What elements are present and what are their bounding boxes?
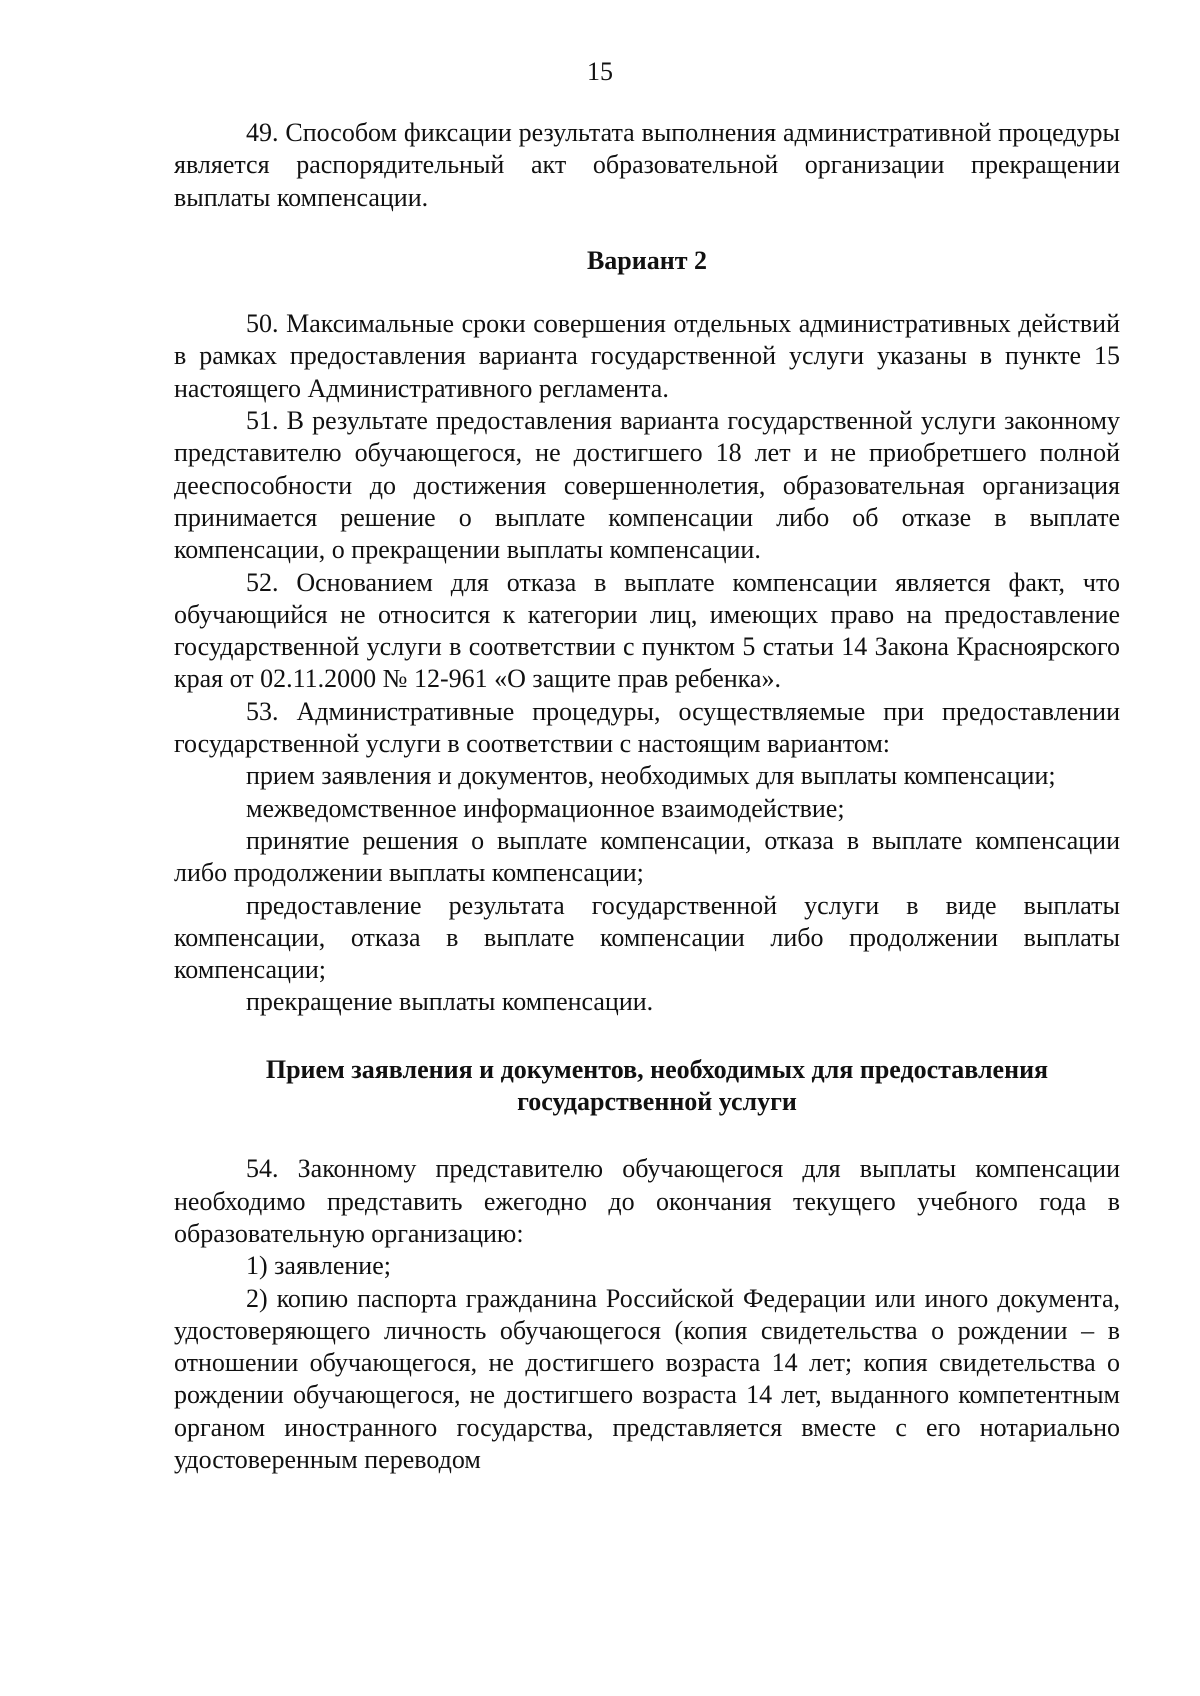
paragraph: прием заявления и документов, необходимых для выплаты компенсации; bbox=[246, 761, 1056, 791]
paragraph: прекращение выплаты компенсации. bbox=[246, 987, 654, 1017]
paragraph: 50. Максимальные сроки совершения отдельных административных действий в рамках предоставления варианта государственной услуги указаны в пункте 15 настоящего Административного регламента. bbox=[174, 309, 1120, 403]
paragraph: предоставление результата государственной услуги в виде выплаты компенсации, отказа в выплате компенсации либо продолжении выплаты компенсации; bbox=[174, 890, 1120, 985]
paragraph: 2) копию паспорта гражданина Российской Федерации или иного документа, удостоверяющего личность обучающегося (копия свидетельства о рождении – в отношении обучающегося, не достигшего возраста 14 лет; копия свидетельства о рождении обучающегося, не достигшего возраста 14 лет, выданного компетентным органом иностранного государства, представляется вместе с его нотариально удостоверенным переводом bbox=[174, 1283, 1120, 1474]
document-body bbox=[174, 117, 1120, 1476]
page-number: 15 bbox=[587, 57, 613, 86]
section-heading: Прием заявления и документов, необходимых для предоставления государственной услуги bbox=[265, 1054, 1049, 1117]
paragraph: 54. Законному представителю обучающегося для выплаты компенсации необходимо представить ежегодно до окончания текущего учебного года в образовательную организацию: bbox=[174, 1154, 1120, 1248]
paragraph: 53. Административные процедуры, осуществляемые при предоставлении государственной услуги в соответствии с настоящим вариантом: bbox=[174, 696, 1120, 759]
paragraph: 1) заявление; bbox=[246, 1251, 391, 1281]
paragraph: принятие решения о выплате компенсации, отказа в выплате компенсации либо продолжении выплаты компенсации; bbox=[174, 825, 1120, 888]
variant-heading: Вариант 2 bbox=[586, 245, 708, 275]
paragraph: межведомственное информационное взаимодействие; bbox=[246, 793, 845, 823]
paragraph: 52. Основанием для отказа в выплате компенсации является факт, что обучающийся не относится к категории лиц, имеющих право на предоставление государственной услуги в соответствии с пунктом 5 статьи 14 Закона Красноярского края от 02.11.2000 № 12-961 «О защите прав ребенка». bbox=[174, 567, 1120, 694]
paragraph: 51. В результате предоставления варианта государственной услуги законному представителю обучающегося, не достигшего 18 лет и не приобретшего полной дееспособности до достижения совершеннолетия, образовательная организация принимается решение о выплате компенсации либо об отказе в выплате компенсации, о прекращении выплаты компенсации. bbox=[174, 406, 1120, 565]
paragraph: 49. Способом фиксации результата выполнения административной процедуры является распорядительный акт образовательной организации прекращении выплаты компенсации. bbox=[174, 118, 1120, 212]
